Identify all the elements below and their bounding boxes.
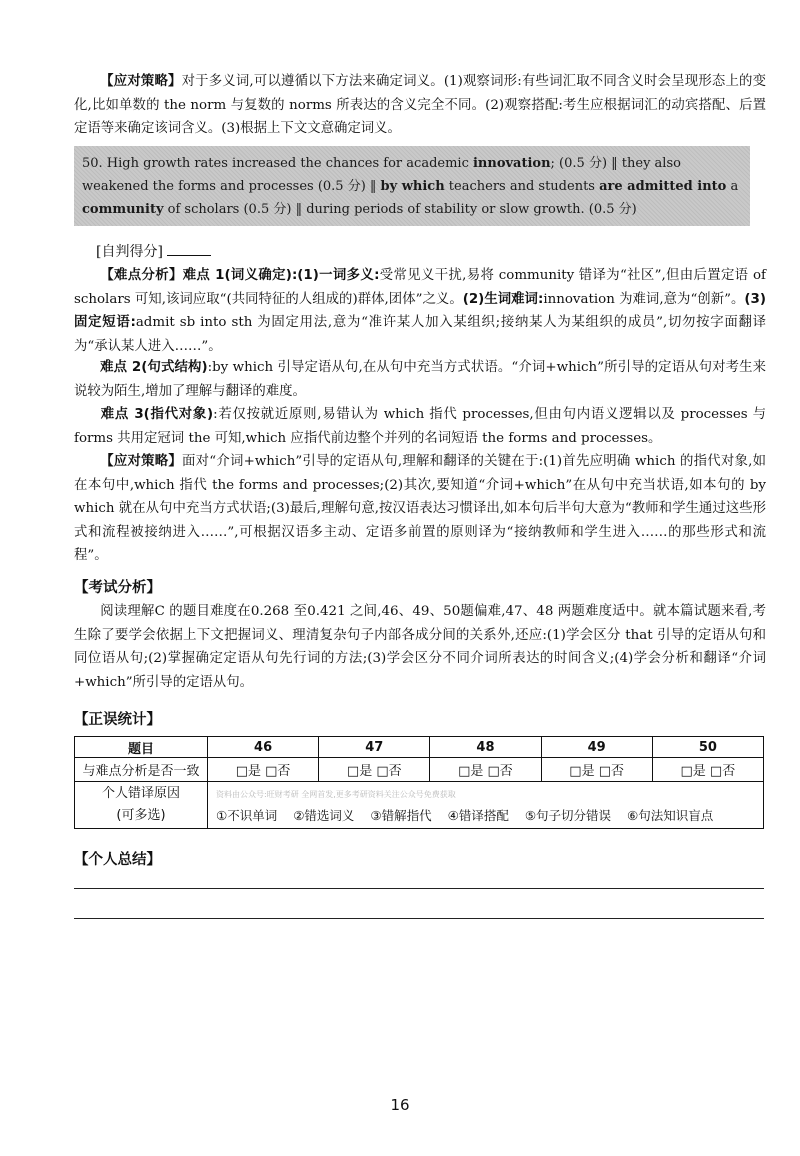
question-header: 49 (541, 737, 652, 758)
yes-no-checkbox[interactable]: □是 □否 (208, 758, 319, 782)
sentence-keyword: innovation (472, 156, 551, 171)
reason-option[interactable]: ③错解指代 (370, 808, 432, 823)
table-header-row (75, 737, 764, 758)
self-score-blank[interactable] (167, 241, 211, 256)
sentence-text: 50. High growth rates increased the chances for academic (82, 156, 473, 171)
row-label: 与难点分析是否一致 (75, 758, 208, 782)
reason-option[interactable]: ④错译搭配 (447, 808, 509, 823)
question-header: 48 (430, 737, 541, 758)
sentence-keyword: community (82, 202, 164, 217)
watermark-text: 资料由公众号:旺财考研 全网首发,更多考研资料关注公众号免费获取 (216, 790, 456, 799)
sentence-text: a (726, 179, 739, 194)
difficulty-3-title: 难点 3(指代对象) (100, 407, 214, 422)
rare-word-label: (2)生词难词: (462, 291, 544, 307)
question-header: 46 (208, 737, 319, 758)
fixed-phrase-text: admit sb into sth 为固定用法,意为“准许某人加入某组织;接纳某人为某组织的成员”,切勿按字面翻译为“承认某人进入……”。 (74, 315, 767, 354)
yes-no-checkbox[interactable]: □是 □否 (319, 758, 430, 782)
strategy-text: 对于多义词,可以遵循以下方法来确定词义。(1)观察词形:有些词汇取不同含义时会呈现形态上的变化,比如单数的 the norm 与复数的 norms 所表达的含义完全不同。(2)观察搭配:考生应根据词汇的动宾搭配、后置定语等来确定该词含义。(3)根据上下文文意确定词义。 (74, 74, 767, 136)
reason-options (208, 782, 764, 829)
difficulty-1-title: 难点 1(词义确定) (182, 268, 292, 283)
difficulty-2-paragraph (74, 356, 766, 403)
stats-heading: 【正误统计】 (74, 712, 161, 728)
reason-option[interactable]: ⑥句法知识盲点 (627, 808, 714, 823)
fixed-phrase-label: (3)固定短语: (74, 291, 766, 330)
yes-no-checkbox[interactable]: □是 □否 (652, 758, 763, 782)
exam-analysis-heading: 【考试分析】 (74, 580, 161, 596)
difficulty-2-text: :by which 引导定语从句,在从句中充当方式状语。“介词+which”所引导的定语从句对考生来说较为陌生,增加了理解与翻译的难度。 (74, 360, 767, 399)
row-label-line: (可多选) (116, 808, 166, 823)
reason-option[interactable]: ②错选词义 (293, 808, 355, 823)
stats-table (74, 736, 764, 829)
polysemy-label: :(1)一词多义: (291, 268, 380, 283)
table-row (75, 782, 764, 829)
strategy-label: 【应对策略】 (100, 454, 183, 469)
polysemy-text: 受常见义干扰,易将 community 错译为“社区”,但由后置定语 of scholars 可知,该词应取“(共同特征的人组成的)群体,团体”之义。 (74, 268, 766, 307)
difficulty-2-title: 难点 2(句式结构) (100, 360, 208, 375)
question-header: 50 (652, 737, 763, 758)
summary-line[interactable] (74, 888, 764, 889)
exam-analysis-paragraph (74, 600, 766, 694)
strategy-paragraph-2 (74, 450, 766, 568)
summary-heading: 【个人总结】 (74, 852, 161, 868)
column-header: 题目 (75, 737, 208, 758)
self-score-line (96, 241, 211, 261)
table-row (75, 758, 764, 782)
reason-option[interactable]: ⑤句子切分错误 (524, 808, 612, 823)
yes-no-checkbox[interactable]: □是 □否 (541, 758, 652, 782)
exam-analysis-text: 阅读理解C 的题目难度在0.268 至0.421 之间,46、49、50题偏难,47、48 两题难度适中。就本篇试题来看,考生除了要学会依据上下文把握词义、理清复杂句子内部各成分间的关系外,还应:(1)学会区分 that 引导的定语从句和同位语从句;(2)掌握确定定语从句先行词的方法;(3)学会区分不同介词所表达的时间含义;(4)学会分析和翻译“介词+which”所引导的定语从句。 (74, 604, 766, 690)
strategy-paragraph-1 (74, 70, 766, 141)
question-header: 47 (319, 737, 430, 758)
row-label-line: 个人错译原因 (101, 786, 180, 801)
sentence-text: ; (0.5 分) ‖ they also weakened the forms and processes (0.5 分) ‖ (82, 156, 681, 194)
yes-no-checkbox[interactable]: □是 □否 (430, 758, 541, 782)
reason-option[interactable]: ①不识单词 (216, 808, 278, 823)
difficulty-label: 【难点分析】 (100, 268, 183, 283)
sentence-text: teachers and students (444, 179, 600, 194)
difficulty-3-text: :若仅按就近原则,易错认为 which 指代 processes,但由句内语义逻辑以及 processes 与 forms 共用定冠词 the 可知,which 应指代前边整个并列的名词短语 the forms and processes。 (74, 407, 767, 446)
rare-word-text: innovation 为难词,意为“创新”。 (543, 291, 745, 307)
strategy-label: 【应对策略】 (100, 74, 182, 89)
difficulty-1-paragraph (74, 264, 766, 358)
summary-line[interactable] (74, 918, 764, 919)
sentence-keyword: are admitted into (599, 179, 727, 194)
sentence-text: of scholars (0.5 分) ‖ during periods of stability or slow growth. (0.5 分) (163, 202, 637, 217)
difficulty-3-paragraph (74, 403, 766, 450)
sentence-50-box (74, 146, 750, 226)
page-number: 16 (390, 1096, 410, 1114)
sentence-keyword: by which (380, 179, 445, 194)
self-score-label: [自判得分] (96, 244, 163, 260)
strategy-text: 面对“介词+which”引导的定语从句,理解和翻译的关键在于:(1)首先应明确 which 的指代对象,如在本句中,which 指代 the forms and processes;(2)其次,要知道“介词+which”在从句中充当状语,如本句的 by which 就在从句中充当方式状语;(3)最后,理解句意,按汉语表达习惯译出,如本句后半句大意为“教师和学生通过这些形式和流程被接纳进入……”,可根据汉语多主动、定语多前置的原则译为“接纳教师和学生进入……的那些形式和流程”。 (74, 454, 766, 563)
row-label (75, 782, 208, 829)
